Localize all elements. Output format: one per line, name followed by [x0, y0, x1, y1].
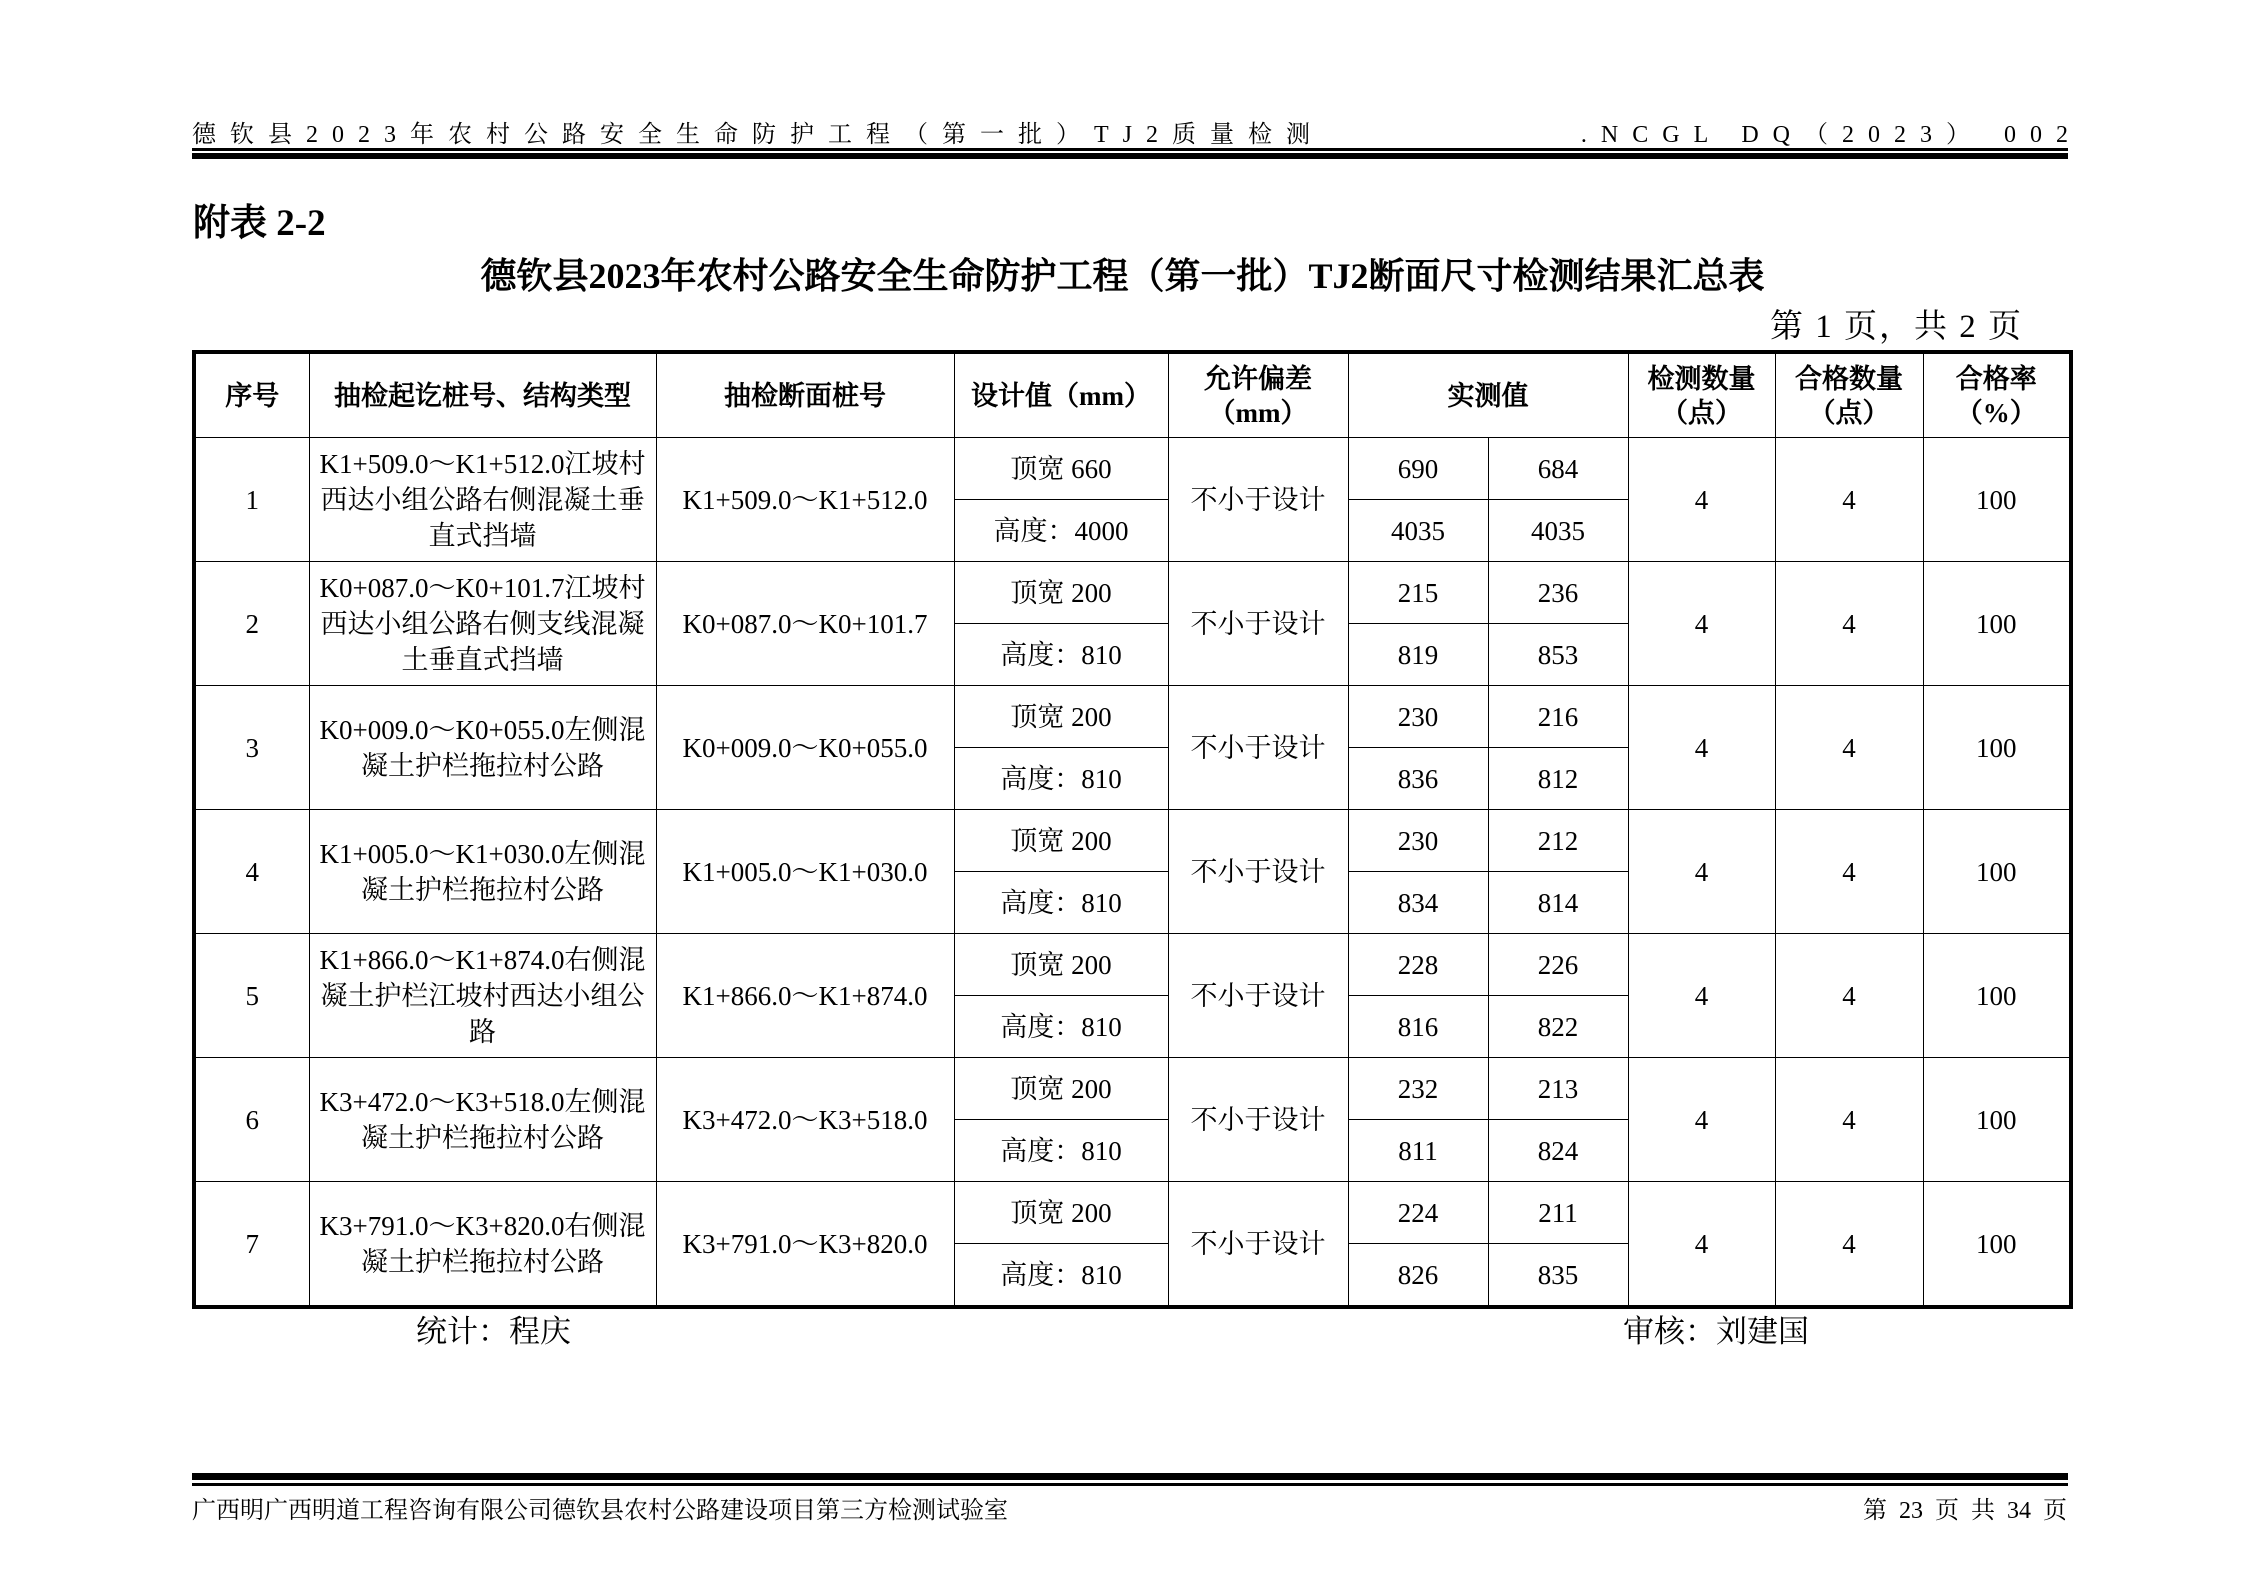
cell-passed-count: 4 [1775, 934, 1923, 1058]
cell-section-structure: K1+005.0～K1+030.0左侧混凝土护栏拖拉村公路 [309, 810, 656, 934]
cell-measured-top-1: 230 [1348, 686, 1488, 748]
statistician-signature: 统计：程庆 [416, 1314, 571, 1349]
header-passed-count: 合格数量 （点） [1775, 352, 1923, 438]
cell-seq: 2 [194, 562, 309, 686]
cell-design-height: 高度：810 [954, 748, 1168, 810]
cell-measured-top-2: 226 [1488, 934, 1628, 996]
cell-design-top-width: 顶宽 200 [954, 562, 1168, 624]
cell-pass-rate: 100 [1923, 1058, 2071, 1182]
cell-tested-count: 4 [1628, 1182, 1775, 1308]
cell-pass-rate: 100 [1923, 438, 2071, 562]
cell-sample-section: K1+509.0～K1+512.0 [656, 438, 954, 562]
cell-seq: 4 [194, 810, 309, 934]
cell-sample-section: K3+472.0～K3+518.0 [656, 1058, 954, 1182]
cell-measured-height-2: 853 [1488, 624, 1628, 686]
cell-tolerance: 不小于设计 [1168, 810, 1348, 934]
cell-seq: 7 [194, 1182, 309, 1308]
cell-sample-section: K1+005.0～K1+030.0 [656, 810, 954, 934]
header-measured: 实测值 [1348, 352, 1628, 438]
cell-tolerance: 不小于设计 [1168, 686, 1348, 810]
footer-rule-thick [192, 1473, 2068, 1480]
cell-sample-section: K0+009.0～K0+055.0 [656, 686, 954, 810]
table-page-indicator: 第 1 页，共 2 页 [1770, 309, 2023, 345]
cell-sample-section: K0+087.0～K0+101.7 [656, 562, 954, 686]
cell-passed-count: 4 [1775, 686, 1923, 810]
cell-passed-count: 4 [1775, 1058, 1923, 1182]
cell-pass-rate: 100 [1923, 686, 2071, 810]
cell-measured-top-2: 236 [1488, 562, 1628, 624]
page-title: 德钦县2023年农村公路安全生命防护工程（第一批）TJ2断面尺寸检测结果汇总表 [480, 256, 1765, 296]
cell-design-top-width: 顶宽 200 [954, 1182, 1168, 1244]
cell-tolerance: 不小于设计 [1168, 1182, 1348, 1308]
cell-measured-height-1: 819 [1348, 624, 1488, 686]
cell-pass-rate: 100 [1923, 810, 2071, 934]
header-rule-thick [192, 153, 2068, 159]
cell-design-height: 高度：4000 [954, 500, 1168, 562]
cell-seq: 3 [194, 686, 309, 810]
cell-pass-rate: 100 [1923, 934, 2071, 1058]
cell-seq: 1 [194, 438, 309, 562]
cell-tested-count: 4 [1628, 438, 1775, 562]
cell-measured-height-2: 824 [1488, 1120, 1628, 1182]
cell-seq: 5 [194, 934, 309, 1058]
cell-measured-height-1: 816 [1348, 996, 1488, 1058]
cell-pass-rate: 100 [1923, 1182, 2071, 1308]
cell-measured-height-2: 814 [1488, 872, 1628, 934]
cell-measured-top-1: 228 [1348, 934, 1488, 996]
header-design-value: 设计值（mm） [954, 352, 1168, 438]
cell-design-height: 高度：810 [954, 1120, 1168, 1182]
appendix-label: 附表 2-2 [193, 203, 326, 244]
cell-measured-top-1: 690 [1348, 438, 1488, 500]
cell-design-top-width: 顶宽 200 [954, 810, 1168, 872]
cell-pass-rate: 100 [1923, 562, 2071, 686]
cell-measured-top-1: 224 [1348, 1182, 1488, 1244]
cell-measured-height-1: 834 [1348, 872, 1488, 934]
cell-section-structure: K3+472.0～K3+518.0左侧混凝土护栏拖拉村公路 [309, 1058, 656, 1182]
cell-tested-count: 4 [1628, 686, 1775, 810]
header-section-structure: 抽检起讫桩号、结构类型 [309, 352, 656, 438]
cell-section-structure: K1+509.0～K1+512.0江坡村西达小组公路右侧混凝土垂直式挡墙 [309, 438, 656, 562]
footer-rule-thin [192, 1483, 2068, 1486]
cell-measured-top-1: 230 [1348, 810, 1488, 872]
cell-measured-height-1: 4035 [1348, 500, 1488, 562]
section-dimension-results-table [192, 350, 2073, 1309]
cell-measured-height-1: 826 [1348, 1244, 1488, 1308]
table-row [194, 934, 2071, 996]
cell-tested-count: 4 [1628, 810, 1775, 934]
cell-section-structure: K1+866.0～K1+874.0右侧混凝土护栏江坡村西达小组公路 [309, 934, 656, 1058]
cell-tolerance: 不小于设计 [1168, 1058, 1348, 1182]
cell-design-height: 高度：810 [954, 996, 1168, 1058]
cell-measured-top-2: 211 [1488, 1182, 1628, 1244]
cell-seq: 6 [194, 1058, 309, 1182]
cell-tolerance: 不小于设计 [1168, 562, 1348, 686]
cell-measured-top-2: 684 [1488, 438, 1628, 500]
cell-measured-top-1: 232 [1348, 1058, 1488, 1120]
cell-tested-count: 4 [1628, 1058, 1775, 1182]
cell-measured-height-2: 812 [1488, 748, 1628, 810]
header-pass-rate: 合格率 （%） [1923, 352, 2071, 438]
footer-page-number: 第 23 页 共 34 页 [1863, 1498, 2067, 1524]
cell-section-structure: K0+009.0～K0+055.0左侧混凝土护栏拖拉村公路 [309, 686, 656, 810]
cell-design-height: 高度：810 [954, 872, 1168, 934]
cell-passed-count: 4 [1775, 1182, 1923, 1308]
header-seq: 序号 [194, 352, 309, 438]
table-row [194, 438, 2071, 500]
cell-design-height: 高度：810 [954, 624, 1168, 686]
table-row [194, 1058, 2071, 1120]
header-tested-count: 检测数量 （点） [1628, 352, 1775, 438]
cell-sample-section: K1+866.0～K1+874.0 [656, 934, 954, 1058]
cell-passed-count: 4 [1775, 438, 1923, 562]
cell-tolerance: 不小于设计 [1168, 934, 1348, 1058]
cell-measured-height-2: 835 [1488, 1244, 1628, 1308]
table-row [194, 810, 2071, 872]
table-row [194, 1182, 2071, 1244]
cell-measured-height-1: 811 [1348, 1120, 1488, 1182]
table-row [194, 562, 2071, 624]
cell-design-top-width: 顶宽 200 [954, 1058, 1168, 1120]
table-header-row [194, 352, 2071, 438]
table-row [194, 686, 2071, 748]
cell-measured-height-2: 4035 [1488, 500, 1628, 562]
cell-design-top-width: 顶宽 200 [954, 686, 1168, 748]
cell-design-top-width: 顶宽 660 [954, 438, 1168, 500]
cell-measured-top-1: 215 [1348, 562, 1488, 624]
cell-measured-height-2: 822 [1488, 996, 1628, 1058]
header-sample-section: 抽检断面桩号 [656, 352, 954, 438]
cell-sample-section: K3+791.0～K3+820.0 [656, 1182, 954, 1308]
cell-measured-top-2: 212 [1488, 810, 1628, 872]
cell-tolerance: 不小于设计 [1168, 438, 1348, 562]
cell-passed-count: 4 [1775, 562, 1923, 686]
cell-design-height: 高度：810 [954, 1244, 1168, 1308]
cell-measured-height-1: 836 [1348, 748, 1488, 810]
cell-measured-top-2: 213 [1488, 1058, 1628, 1120]
footer-organization: 广西明广西明道工程咨询有限公司德钦县农村公路建设项目第三方检测试验室 [192, 1498, 1008, 1524]
cell-design-top-width: 顶宽 200 [954, 934, 1168, 996]
cell-measured-top-2: 216 [1488, 686, 1628, 748]
cell-passed-count: 4 [1775, 810, 1923, 934]
cell-section-structure: K3+791.0～K3+820.0右侧混凝土护栏拖拉村公路 [309, 1182, 656, 1308]
reviewer-signature: 审核：刘建国 [1623, 1314, 1809, 1349]
cell-section-structure: K0+087.0～K0+101.7江坡村西达小组公路右侧支线混凝土垂直式挡墙 [309, 562, 656, 686]
cell-tested-count: 4 [1628, 934, 1775, 1058]
header-tolerance: 允许偏差 （mm） [1168, 352, 1348, 438]
running-header-report-number: .NCGL DQ（2023） 002 [1580, 122, 2082, 148]
running-header-project: 德钦县2023年农村公路安全生命防护工程（第一批）TJ2质量检测 [192, 122, 1324, 148]
header-rule-thin [192, 148, 2068, 151]
running-header [192, 114, 2082, 148]
cell-tested-count: 4 [1628, 562, 1775, 686]
